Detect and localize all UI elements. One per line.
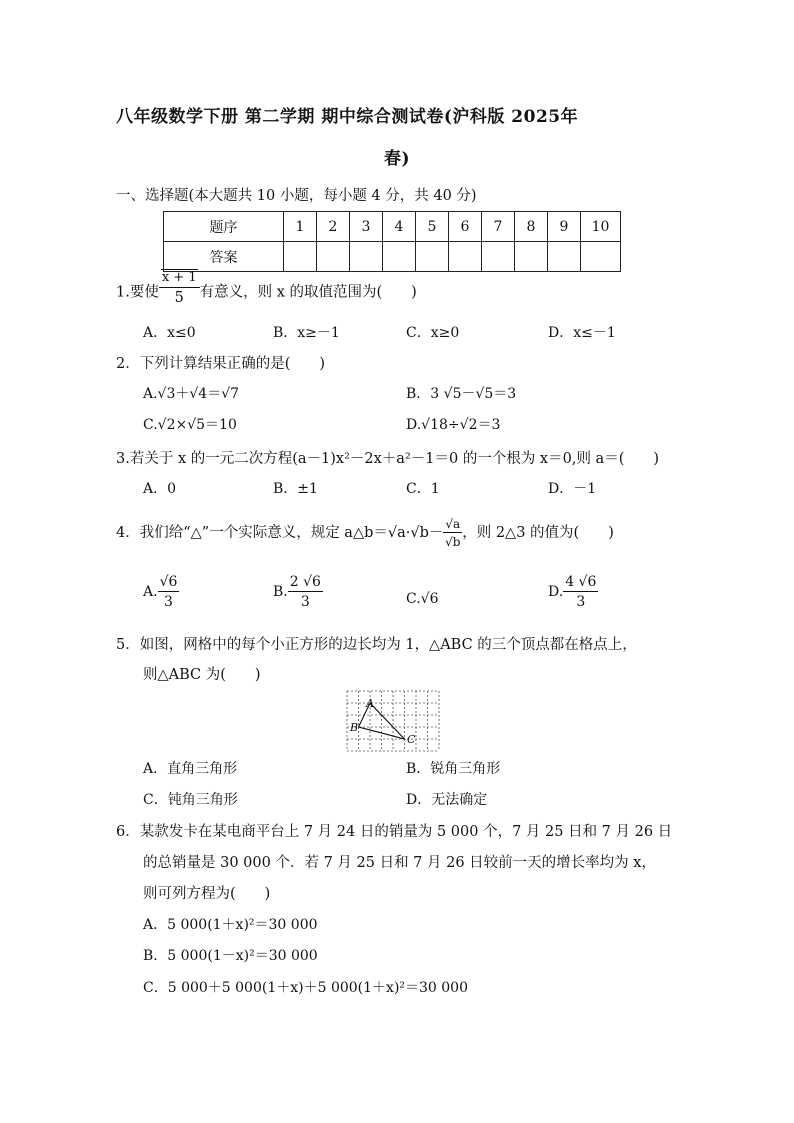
q1-frac-den: 5 [174, 289, 184, 306]
answer-cell [482, 242, 515, 272]
q4-option-b-fraction [288, 575, 323, 609]
question-number-cell: 5 [416, 212, 449, 242]
question-6-line1: 6．某款发卡在某电商平台上 7 月 24 日的销量为 5 000 个，7 月 25 日和 7 月 26 日 [116, 824, 673, 840]
question-number-cell: 8 [515, 212, 548, 242]
q1-option-b: B．x≥－1 [273, 325, 340, 341]
question-number-cell: 7 [482, 212, 515, 242]
question-6-line3: 则可列方程为( ) [143, 886, 271, 902]
q5-option-a: A．直角三角形 [143, 761, 238, 777]
q4-option-c: C.√6 [406, 591, 439, 607]
q2-option-a: A.√3＋√4＝√7 [143, 386, 240, 402]
q5-option-d: D．无法确定 [406, 792, 488, 808]
q4-option-a [143, 575, 179, 609]
q2-option-c: C.√2×√5＝10 [143, 417, 237, 433]
question-number-cell: 2 [317, 212, 350, 242]
q4-option-b-num: 2 √6 [289, 574, 321, 590]
q1-fraction [159, 270, 200, 305]
answer-cell [416, 242, 449, 272]
page-title-line2: 春) [384, 149, 411, 169]
vertex-label-c: C [407, 733, 416, 746]
q1-frac-num [159, 270, 200, 288]
q2-option-b: B．3 √5－√5＝3 [406, 386, 517, 402]
q4-option-d-den: 3 [576, 594, 586, 610]
question-2-stem: 2．下列计算结果正确的是( ) [116, 356, 326, 372]
answer-cell [449, 242, 482, 272]
vertex-label-a: A [366, 697, 374, 710]
question-number-cell: 6 [449, 212, 482, 242]
answer-table [163, 211, 621, 272]
q2-option-d: D.√18÷√2＝3 [406, 417, 501, 433]
question-number-cell: 9 [548, 212, 581, 242]
q4-fraction [443, 518, 462, 548]
q4-option-b [273, 575, 323, 609]
question-5-line1: 5．如图，网格中的每个小正方形的边长均为 1，△ABC 的三个顶点都在格点上， [116, 637, 637, 653]
q4-stem-suffix: ，则 2△3 的值为( ) [462, 525, 614, 541]
q4-option-a-den: 3 [164, 594, 173, 610]
q4-option-d-num: 4 √6 [565, 574, 597, 590]
q3-option-c: C．1 [406, 481, 440, 497]
row-label-answer: 答案 [164, 242, 284, 272]
grid-triangle-figure [346, 690, 440, 756]
q4-option-a-fraction [158, 575, 180, 609]
table-row [164, 242, 621, 272]
q4-stem-prefix: 4．我们给“△”一个实际意义，规定 a△b＝√a·√b－ [116, 525, 444, 541]
answer-cell [581, 242, 621, 272]
q4-option-d [548, 575, 598, 609]
question-6-line2: 的总销量是 30 000 个．若 7 月 25 日和 7 月 26 日较前一天的增长率均为 x， [143, 855, 656, 871]
answer-cell [350, 242, 383, 272]
q1-option-c: C．x≥0 [406, 325, 460, 341]
question-1-stem [116, 270, 417, 306]
question-4-stem [116, 518, 614, 548]
question-number-cell: 4 [383, 212, 416, 242]
q3-option-b: B．±1 [273, 481, 318, 497]
answer-cell [284, 242, 317, 272]
vertex-label-b: B [350, 721, 359, 734]
question-3-stem: 3.若关于 x 的一元二次方程(a－1)x²－2x＋a²－1＝0 的一个根为 x＝0,则 a＝( ) [116, 451, 660, 467]
q5-option-c: C．钝角三角形 [143, 792, 238, 808]
q4-option-b-label: B. [273, 584, 288, 600]
page-title-line1: 八年级数学下册 第二学期 期中综合测试卷(沪科版 2025年 [116, 107, 579, 127]
answer-cell [317, 242, 350, 272]
q4-option-d-fraction [563, 575, 598, 609]
q1-option-a: A．x≤0 [143, 325, 196, 341]
section-heading: 一、选择题(本大题共 10 小题，每小题 4 分，共 40 分) [116, 188, 477, 204]
q4-frac-num: √a [445, 517, 461, 531]
row-label-number: 题序 [164, 212, 284, 242]
q5-option-b: B．锐角三角形 [406, 761, 501, 777]
q6-option-c: C．5 000＋5 000(1＋x)＋5 000(1＋x)²＝30 000 [143, 980, 469, 996]
q1-frac-num-text: x + 1 [161, 270, 197, 285]
q4-frac-den: √b [445, 535, 461, 549]
q1-option-d: D．x≤－1 [548, 325, 616, 341]
q4-option-b-den: 3 [300, 594, 310, 610]
question-number-cell: 3 [350, 212, 383, 242]
question-5-line2: 则△ABC 为( ) [143, 667, 261, 683]
q4-option-a-label: A. [143, 584, 158, 600]
question-number-cell: 10 [581, 212, 621, 242]
question-number-cell: 1 [284, 212, 317, 242]
answer-cell [383, 242, 416, 272]
q1-suffix: 有意义，则 x 的取值范围为( ) [199, 284, 417, 301]
q3-option-a: A．0 [143, 481, 177, 497]
q3-option-d: D．－1 [548, 481, 597, 497]
q1-prefix: 1.要使 [116, 284, 159, 301]
q4-option-d-label: D. [548, 584, 564, 600]
q4-option-a-num: √6 [159, 574, 178, 590]
q6-option-b: B．5 000(1－x)²＝30 000 [143, 948, 318, 964]
answer-cell [515, 242, 548, 272]
grid-svg [346, 690, 440, 752]
table-row [164, 212, 621, 242]
answer-cell [548, 242, 581, 272]
q6-option-a: A．5 000(1＋x)²＝30 000 [143, 917, 318, 933]
